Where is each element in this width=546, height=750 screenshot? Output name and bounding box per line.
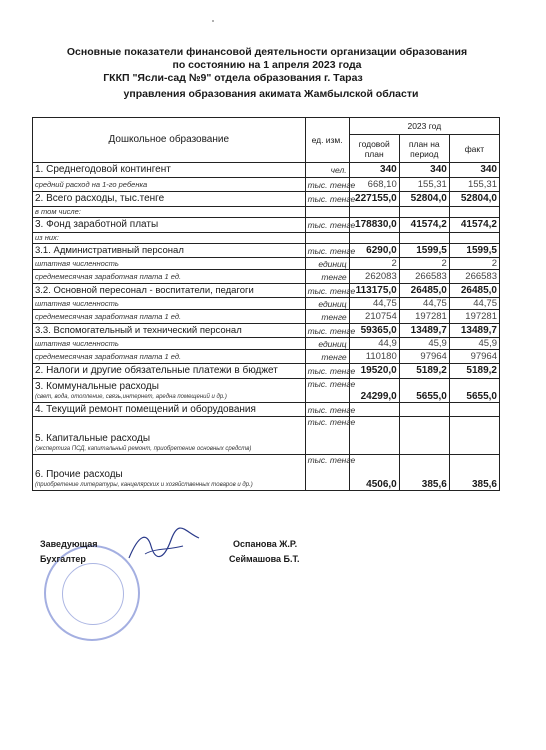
table-row <box>33 233 500 244</box>
row-unit-cell <box>305 233 349 244</box>
row-value-fact: 340 <box>449 163 499 178</box>
row-name-cell: 1. Среднегодовой контингент <box>33 163 306 178</box>
table-row <box>33 364 500 379</box>
row-value-fact <box>449 403 499 417</box>
row-value-period: 385,6 <box>399 455 449 491</box>
row-unit-cell: единиц <box>305 258 349 270</box>
row-unit-cell: единиц <box>305 338 349 350</box>
row-value-period: 5189,2 <box>399 364 449 379</box>
col-header-name: Дошкольное образование <box>33 118 306 163</box>
row-unit-cell: тыс. тенге <box>305 455 349 491</box>
row-unit-cell: тыс. тенге <box>305 324 349 338</box>
row-name-cell: штатная численность <box>33 258 306 270</box>
table-row <box>33 310 500 324</box>
head-title: Заведующая <box>40 539 98 549</box>
header-line-4: управления образования акимата Жамбылской области <box>123 88 419 100</box>
row-unit-cell: тыс. тенге <box>305 284 349 298</box>
row-unit-cell: тыс. тенге <box>305 192 349 207</box>
row-value-period: 45,9 <box>399 338 449 350</box>
row-value-annual: 44,9 <box>349 338 399 350</box>
row-name-cell: средний расход на 1-го ребенка <box>33 178 306 192</box>
row-name-cell: среднемесячная заработная плата 1 ед. <box>33 310 306 324</box>
head-name: Оспанова Ж.Р. <box>233 539 298 549</box>
row-name: 3. Коммунальные расходы <box>35 381 159 392</box>
row-value-period: 2 <box>399 258 449 270</box>
row-value-period: 5655,0 <box>399 379 449 403</box>
table-row <box>33 379 500 403</box>
row-value-annual: 24299,0 <box>349 379 399 403</box>
row-unit-cell: тыс. тенге <box>305 364 349 379</box>
row-value-annual: 227155,0 <box>349 192 399 207</box>
row-value-period <box>399 207 449 218</box>
row-value-annual <box>349 403 399 417</box>
header-line-3: ГККП "Ясли-сад №9" отдела образования г. Тараз <box>103 72 363 84</box>
row-value-period: 44,75 <box>399 298 449 310</box>
row-name: 5. Капитальные расходы <box>35 433 151 444</box>
row-value-fact: 45,9 <box>449 338 499 350</box>
row-value-fact <box>449 417 499 455</box>
row-value-annual: 262083 <box>349 270 399 284</box>
row-value-period: 97964 <box>399 350 449 364</box>
table-row <box>33 192 500 207</box>
row-name-cell: 3. Фонд заработной платы <box>33 218 306 233</box>
head-signature <box>125 528 205 566</box>
row-value-annual: 110180 <box>349 350 399 364</box>
row-value-period: 13489,7 <box>399 324 449 338</box>
row-name-cell <box>33 379 306 403</box>
table-row <box>33 218 500 233</box>
row-value-fact: 52804,0 <box>449 192 499 207</box>
row-value-annual: 113175,0 <box>349 284 399 298</box>
row-value-fact: 13489,7 <box>449 324 499 338</box>
row-value-period: 266583 <box>399 270 449 284</box>
row-value-annual: 59365,0 <box>349 324 399 338</box>
col-header-annual: годовой план <box>349 135 399 163</box>
row-value-fact: 41574,2 <box>449 218 499 233</box>
row-unit-cell: чел. <box>305 163 349 178</box>
row-value-fact: 2 <box>449 258 499 270</box>
col-header-fact: факт <box>449 135 499 163</box>
row-note: (приобретение литературы, канцелярских и хозяйственных товаров и др.) <box>35 482 253 488</box>
row-name: 6. Прочие расходы <box>35 469 123 480</box>
row-value-fact <box>449 207 499 218</box>
row-value-period: 155,31 <box>399 178 449 192</box>
row-name-cell: 3.1. Административный персонал <box>33 244 306 258</box>
row-unit-cell: единиц <box>305 298 349 310</box>
row-value-period: 41574,2 <box>399 218 449 233</box>
row-name-cell: в том числе: <box>33 207 306 218</box>
row-value-annual: 668,10 <box>349 178 399 192</box>
table-row <box>33 244 500 258</box>
row-note: (свет, вода, отопление, связь,интернет, аредна помещений и др.) <box>35 394 227 400</box>
table-row <box>33 417 500 455</box>
row-value-period: 340 <box>399 163 449 178</box>
table-row <box>33 403 500 417</box>
row-note: (экспертиза ПСД, капитальный ремонт, приобретение основных средств) <box>35 446 252 452</box>
row-unit-cell: тенге <box>305 310 349 324</box>
header-line-1: Основные показатели финансовой деятельности организации образования <box>66 46 468 58</box>
row-value-fact: 44,75 <box>449 298 499 310</box>
row-unit-cell: тенге <box>305 350 349 364</box>
table-row <box>33 207 500 218</box>
row-value-annual: 6290,0 <box>349 244 399 258</box>
header-line-2: по состоянию на 1 апреля 2023 года <box>172 59 362 71</box>
row-value-fact: 385,6 <box>449 455 499 491</box>
table-row <box>33 324 500 338</box>
table-row <box>33 338 500 350</box>
row-unit-cell: тыс. тенге <box>305 244 349 258</box>
row-value-fact: 197281 <box>449 310 499 324</box>
row-value-fact: 5655,0 <box>449 379 499 403</box>
row-value-period: 26485,0 <box>399 284 449 298</box>
table-row <box>33 270 500 284</box>
row-name-cell <box>33 417 306 455</box>
row-name-cell: среднемесячная заработная плата 1 ед. <box>33 270 306 284</box>
header-row-1 <box>33 118 500 135</box>
row-value-fact: 155,31 <box>449 178 499 192</box>
row-value-fact: 5189,2 <box>449 364 499 379</box>
row-name-cell: штатная численность <box>33 338 306 350</box>
row-value-period: 1599,5 <box>399 244 449 258</box>
row-value-annual <box>349 233 399 244</box>
row-name-cell: 2. Налоги и другие обязательные платежи в бюджет <box>33 364 306 379</box>
row-value-annual <box>349 417 399 455</box>
row-name-cell <box>33 455 306 491</box>
row-value-fact <box>449 233 499 244</box>
row-value-fact: 266583 <box>449 270 499 284</box>
col-header-period: план на период <box>399 135 449 163</box>
row-unit-cell: тыс. тенге <box>305 178 349 192</box>
table-row <box>33 163 500 178</box>
row-unit-cell: тыс. тенге <box>305 417 349 455</box>
row-value-annual: 2 <box>349 258 399 270</box>
col-header-unit: ед. изм. <box>305 118 349 163</box>
table-body <box>33 163 500 491</box>
table-row <box>33 455 500 491</box>
row-value-annual: 4506,0 <box>349 455 399 491</box>
table-row <box>33 284 500 298</box>
table-row <box>33 298 500 310</box>
row-unit-cell: тенге <box>305 270 349 284</box>
row-value-period <box>399 233 449 244</box>
row-value-annual: 44,75 <box>349 298 399 310</box>
table-row <box>33 350 500 364</box>
row-name-cell: 4. Текущий ремонт помещений и оборудования <box>33 403 306 417</box>
row-unit-cell: тыс. тенге <box>305 403 349 417</box>
row-value-annual <box>349 207 399 218</box>
row-name-cell: 3.3. Вспомогательный и технический персонал <box>33 324 306 338</box>
row-value-period: 197281 <box>399 310 449 324</box>
row-unit-cell <box>305 207 349 218</box>
row-unit-cell: тыс. тенге <box>305 218 349 233</box>
table-row <box>33 178 500 192</box>
row-value-fact: 26485,0 <box>449 284 499 298</box>
row-name-cell: 2. Всего расходы, тыс.тенге <box>33 192 306 207</box>
scan-speck <box>212 20 214 22</box>
table-row <box>33 258 500 270</box>
row-unit-cell: тыс. тенге <box>305 379 349 403</box>
financial-table <box>32 117 500 491</box>
row-value-annual: 178830,0 <box>349 218 399 233</box>
row-name-cell: штатная численность <box>33 298 306 310</box>
row-value-fact: 1599,5 <box>449 244 499 258</box>
row-name-cell: среднемесячная заработная плата 1 ед. <box>33 350 306 364</box>
row-value-fact: 97964 <box>449 350 499 364</box>
col-header-year: 2023 год <box>349 118 499 135</box>
row-value-annual: 340 <box>349 163 399 178</box>
row-value-annual: 210754 <box>349 310 399 324</box>
row-name-cell: 3.2. Основной пересонал - воспитатели, педагоги <box>33 284 306 298</box>
row-value-annual: 19520,0 <box>349 364 399 379</box>
row-value-period <box>399 417 449 455</box>
row-value-period: 52804,0 <box>399 192 449 207</box>
accountant-name: Сеймашова Б.Т. <box>229 554 300 564</box>
row-value-period <box>399 403 449 417</box>
row-name-cell: из них: <box>33 233 306 244</box>
accountant-title: Бухгалтер <box>40 554 86 564</box>
